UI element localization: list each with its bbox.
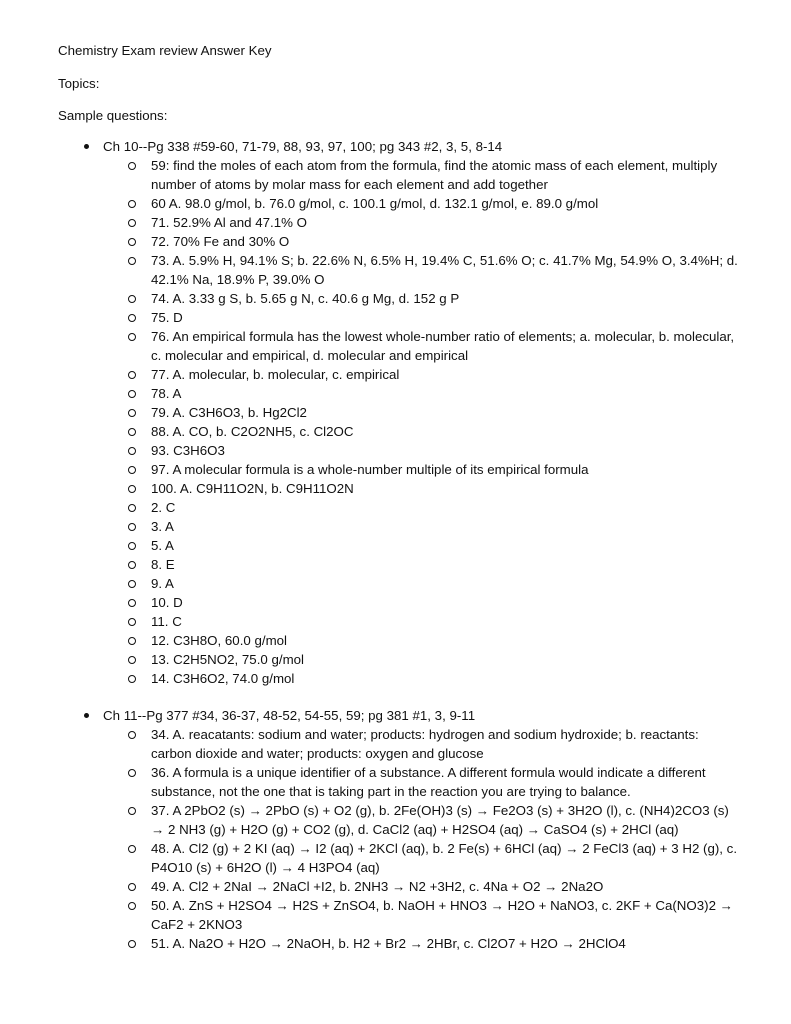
circle-bullet-icon bbox=[128, 428, 136, 436]
list-item: 36. A formula is a unique identifier of a substance. A different formula would indicate a different substance, not the one that is taking part in the reaction you are trying to balance. bbox=[0, 763, 791, 801]
list-item: 48. A. Cl2 (g) + 2 KI (aq) → I2 (aq) + 2KCl (aq), b. 2 Fe(s) + 6HCl (aq) → 2 FeCl3 (aq) + 3 H2 (g), c. P4O10 (s) + 6H2O (l) → 4 H3PO4 (aq) bbox=[0, 839, 791, 877]
chapter-11-section bbox=[0, 706, 791, 953]
chapter-heading-text: Ch 10--Pg 338 #59-60, 71-79, 88, 93, 97, 100; pg 343 #2, 3, 5, 8-14 bbox=[103, 139, 503, 154]
list-item: 93. C3H6O3 bbox=[0, 441, 791, 460]
chapter-heading bbox=[0, 706, 791, 725]
circle-bullet-icon bbox=[128, 257, 136, 265]
list-item: 12. C3H8O, 60.0 g/mol bbox=[0, 631, 791, 650]
circle-bullet-icon bbox=[128, 390, 136, 398]
circle-bullet-icon bbox=[128, 807, 136, 815]
chapter-heading-text: Ch 11--Pg 377 #34, 36-37, 48-52, 54-55, 59; pg 381 #1, 3, 9-11 bbox=[103, 708, 476, 723]
list-item: 97. A molecular formula is a whole-number multiple of its empirical formula bbox=[0, 460, 791, 479]
circle-bullet-icon bbox=[128, 845, 136, 853]
circle-bullet-icon bbox=[128, 542, 136, 550]
answer-list bbox=[0, 156, 791, 688]
list-item: 71. 52.9% Al and 47.1% O bbox=[0, 213, 791, 232]
circle-bullet-icon bbox=[128, 371, 136, 379]
circle-bullet-icon bbox=[128, 940, 136, 948]
circle-bullet-icon bbox=[128, 902, 136, 910]
list-item: 72. 70% Fe and 30% O bbox=[0, 232, 791, 251]
answer-list bbox=[0, 725, 791, 953]
list-item: 78. A bbox=[0, 384, 791, 403]
list-item: 76. An empirical formula has the lowest whole-number ratio of elements; a. molecular, b. molecular, c. molecular and empirical, d. molecular and empirical bbox=[0, 327, 791, 365]
circle-bullet-icon bbox=[128, 580, 136, 588]
list-item: 75. D bbox=[0, 308, 791, 327]
circle-bullet-icon bbox=[128, 162, 136, 170]
circle-bullet-icon bbox=[128, 485, 136, 493]
list-item: 2. C bbox=[0, 498, 791, 517]
list-item: 5. A bbox=[0, 536, 791, 555]
circle-bullet-icon bbox=[128, 409, 136, 417]
circle-bullet-icon bbox=[128, 599, 136, 607]
list-item: 77. A. molecular, b. molecular, c. empirical bbox=[0, 365, 791, 384]
list-item: 79. A. C3H6O3, b. Hg2Cl2 bbox=[0, 403, 791, 422]
list-item: 34. A. reacatants: sodium and water; products: hydrogen and sodium hydroxide; b. reactants: carbon dioxide and water; products: oxygen and glucose bbox=[0, 725, 791, 763]
list-item: 11. C bbox=[0, 612, 791, 631]
list-item: 49. A. Cl2 + 2NaI → 2NaCl +I2, b. 2NH3 → N2 +3H2, c. 4Na + O2 → 2Na2O bbox=[0, 877, 791, 896]
list-item: 37. A 2PbO2 (s) → 2PbO (s) + O2 (g), b. 2Fe(OH)3 (s) → Fe2O3 (s) + 3H2O (l), c. (NH4)2CO3 (s) → 2 NH3 (g) + H2O (g) + CO2 (g), d. CaCl2 (aq) + H2SO4 (aq) → CaSO4 (s) + 2HCl (aq) bbox=[0, 801, 791, 839]
list-item: 3. A bbox=[0, 517, 791, 536]
list-item: 50. A. ZnS + H2SO4 → H2S + ZnSO4, b. NaOH + HNO3 → H2O + NaNO3, c. 2KF + Ca(NO3)2 → CaF2 + 2KNO3 bbox=[0, 896, 791, 934]
list-item: 74. A. 3.33 g S, b. 5.65 g N, c. 40.6 g Mg, d. 152 g P bbox=[0, 289, 791, 308]
chapter-heading bbox=[0, 137, 791, 156]
list-item: 88. A. CO, b. C2O2NH5, c. Cl2OC bbox=[0, 422, 791, 441]
circle-bullet-icon bbox=[128, 504, 136, 512]
topics-label: Topics: bbox=[58, 76, 100, 91]
bullet-icon bbox=[84, 144, 89, 149]
list-item: 59: find the moles of each atom from the formula, find the atomic mass of each element, multiply number of atoms by molar mass for each element and add together bbox=[0, 156, 791, 194]
circle-bullet-icon bbox=[128, 769, 136, 777]
circle-bullet-icon bbox=[128, 675, 136, 683]
list-item: 9. A bbox=[0, 574, 791, 593]
list-item: 100. A. C9H11O2N, b. C9H11O2N bbox=[0, 479, 791, 498]
circle-bullet-icon bbox=[128, 656, 136, 664]
list-item: 14. C3H6O2, 74.0 g/mol bbox=[0, 669, 791, 688]
circle-bullet-icon bbox=[128, 295, 136, 303]
list-item: 73. A. 5.9% H, 94.1% S; b. 22.6% N, 6.5% H, 19.4% C, 51.6% O; c. 41.7% Mg, 54.9% O, 3.4%H; d. 42.1% Na, 18.9% P, 39.0% O bbox=[0, 251, 791, 289]
circle-bullet-icon bbox=[128, 219, 136, 227]
list-item: 10. D bbox=[0, 593, 791, 612]
circle-bullet-icon bbox=[128, 883, 136, 891]
list-item: 8. E bbox=[0, 555, 791, 574]
bullet-icon bbox=[84, 713, 89, 718]
circle-bullet-icon bbox=[128, 523, 136, 531]
circle-bullet-icon bbox=[128, 314, 136, 322]
document-title: Chemistry Exam review Answer Key bbox=[58, 43, 272, 58]
circle-bullet-icon bbox=[128, 731, 136, 739]
list-item: 13. C2H5NO2, 75.0 g/mol bbox=[0, 650, 791, 669]
circle-bullet-icon bbox=[128, 637, 136, 645]
circle-bullet-icon bbox=[128, 238, 136, 246]
circle-bullet-icon bbox=[128, 200, 136, 208]
chapter-10-section bbox=[0, 137, 791, 688]
circle-bullet-icon bbox=[128, 618, 136, 626]
circle-bullet-icon bbox=[128, 561, 136, 569]
circle-bullet-icon bbox=[128, 447, 136, 455]
circle-bullet-icon bbox=[128, 466, 136, 474]
circle-bullet-icon bbox=[128, 333, 136, 341]
sample-questions-label: Sample questions: bbox=[58, 108, 168, 123]
list-item: 51. A. Na2O + H2O → 2NaOH, b. H2 + Br2 → 2HBr, c. Cl2O7 + H2O → 2HClO4 bbox=[0, 934, 791, 953]
list-item: 60 A. 98.0 g/mol, b. 76.0 g/mol, c. 100.1 g/mol, d. 132.1 g/mol, e. 89.0 g/mol bbox=[0, 194, 791, 213]
